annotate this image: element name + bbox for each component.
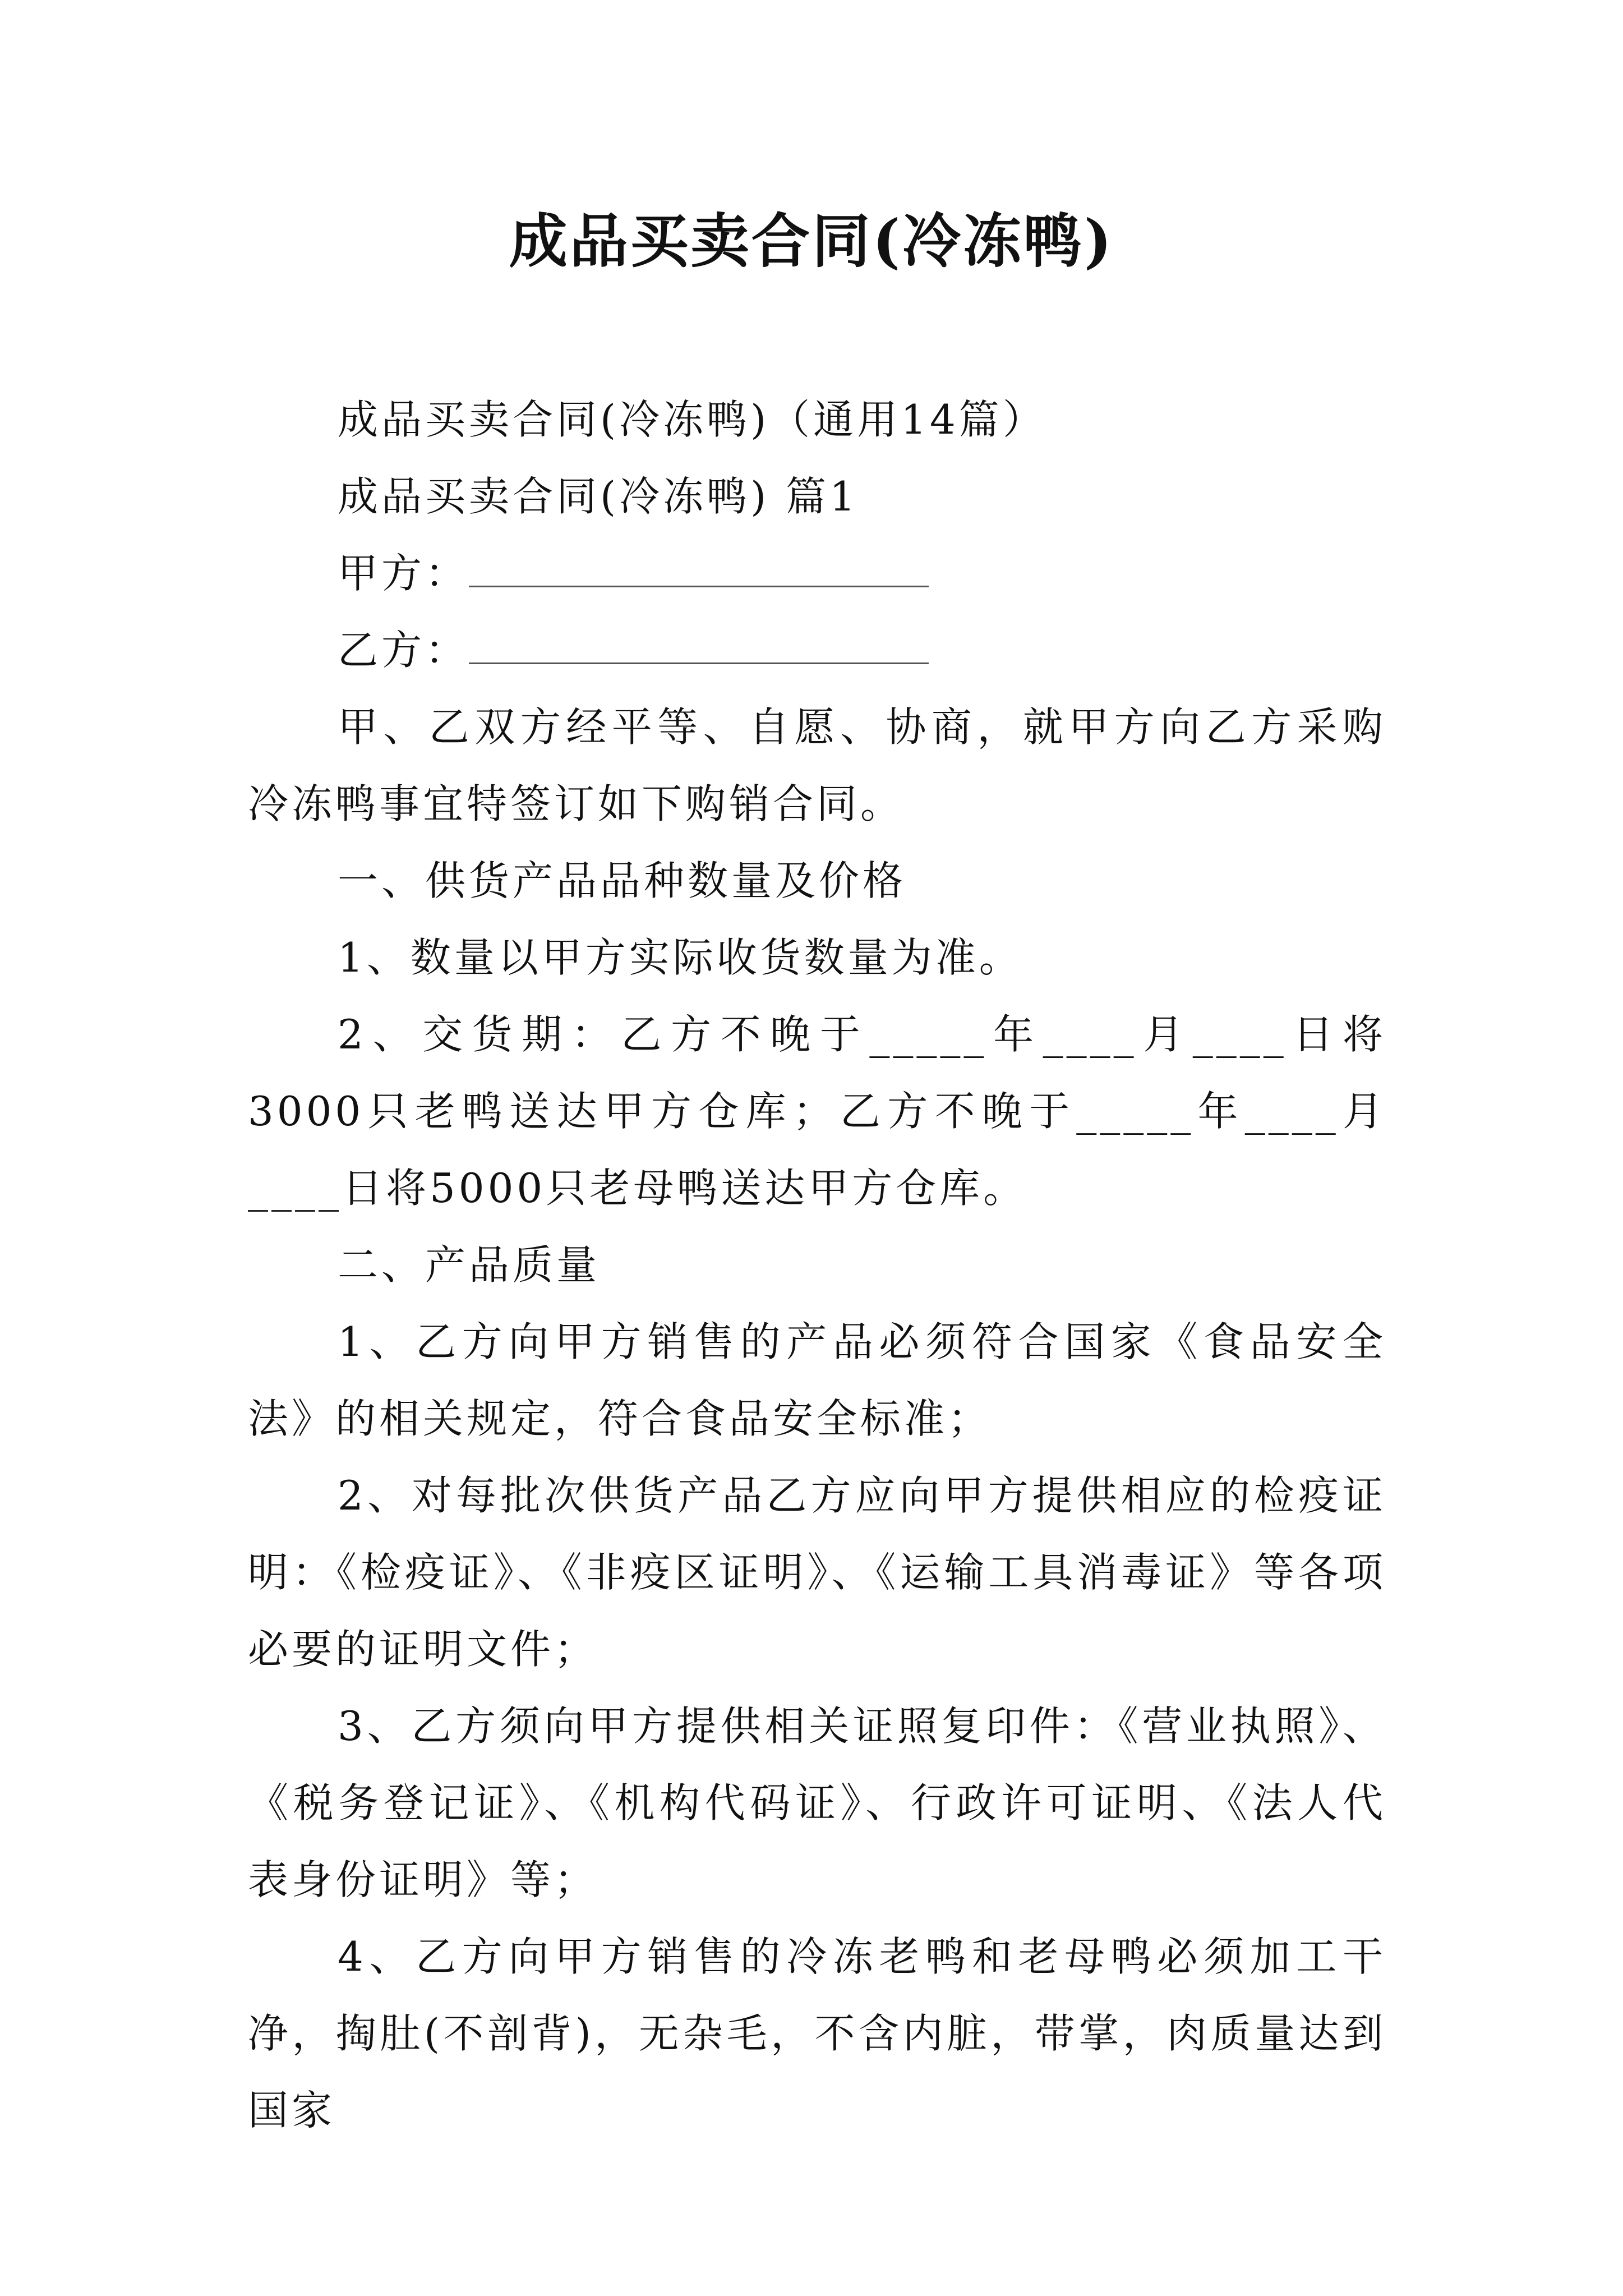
party-a-blank [469, 581, 929, 587]
paragraph-2-2: 2、对每批次供货产品乙方应向甲方提供相应的检疫证明：《检疫证》、《非疫区证明》、《运输工具消毒证》等各项必要的证明文件； [248, 1472, 1386, 1673]
party-b-blank [469, 658, 929, 664]
party-b-line [248, 612, 1386, 689]
party-b-label: 乙方： [338, 627, 469, 674]
paragraph-section-heading: 成品买卖合同(冷冻鸭) 篇1 [338, 473, 859, 520]
paragraph-intro: 甲、乙双方经平等、自愿、协商，就甲方向乙方采购冷冻鸭事宜特签订如下购销合同。 [248, 703, 1386, 827]
document-title: 成品买卖合同(冷冻鸭) [509, 206, 1114, 275]
paragraph-2-3: 3、乙方须向甲方提供相关证照复印件：《营业执照》、《税务登记证》、《机构代码证》、行政许可证明、《法人代表身份证明》等； [248, 1703, 1386, 1903]
party-a-label: 甲方： [338, 550, 469, 597]
paragraph-2-4: 4、乙方向甲方销售的冷冻老鸭和老母鸭必须加工干净，掏肚(不剖背)，无杂毛，不含内脏，带掌，肉质量达到国家 [248, 1933, 1386, 2134]
paragraph-2-1: 1、乙方向甲方销售的产品必须符合国家《食品安全法》的相关规定，符合食品安全标准； [248, 1318, 1386, 1442]
paragraph-section-2: 二、产品质量 [338, 1241, 601, 1289]
paragraph-section-1: 一、供货产品品种数量及价格 [338, 857, 907, 904]
document-body [248, 381, 1386, 2149]
paragraph-1-2: 2、交货期：乙方不晚于_____年____月____日将3000只老鸭送达甲方仓库；乙方不晚于_____年____月____日将5000只老母鸭送达甲方仓库。 [248, 1011, 1386, 1212]
paragraph-1-1: 1、数量以甲方实际收货数量为准。 [338, 934, 1023, 981]
party-a-line [248, 535, 1386, 612]
paragraph-subtitle: 成品买卖合同(冷冻鸭)（通用14篇） [338, 396, 1046, 443]
